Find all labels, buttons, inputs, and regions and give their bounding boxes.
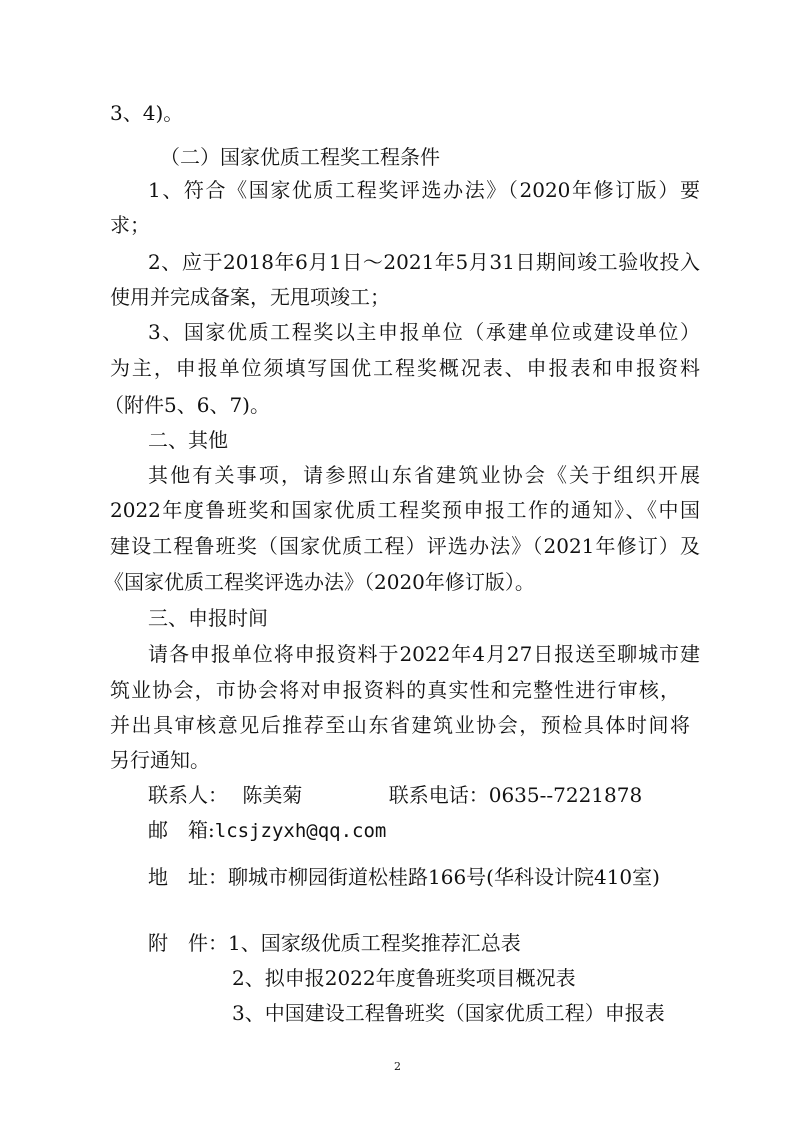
paragraph-line: 1、符合《国家优质工程奖评选办法》（2020年修订版）要 [148,178,700,202]
contact-line [148,782,700,808]
attachment-item: 3、中国建设工程鲁班奖（国家优质工程）申报表 [232,1001,665,1025]
contact-phone-label: 联系电话： [388,783,489,807]
contact-phone: 0635--7221878 [488,783,643,807]
paragraph-line: 3、国家优质工程奖以主申报单位（承建单位或建设单位） [148,320,700,344]
email-label: 邮 箱: [148,818,215,842]
paragraph-line: 请各申报单位将申报资料于2022年4月27日报送至聊城市建 [148,642,700,666]
paragraph-line: 求； [110,213,150,237]
section-heading: 二、其他 [148,428,228,452]
address: 聊城市柳园街道松桂路166号(华科设计院410室) [228,865,660,889]
address-label: 地 址： [148,865,228,889]
paragraph-line: 其他有关事项，请参照山东省建筑业协会《关于组织开展 [148,463,700,487]
paragraph-line: 另行通知。 [110,748,210,772]
attachment-item: 1、国家级优质工程奖推荐汇总表 [228,931,521,955]
paragraph-line: 建设工程鲁班奖（国家优质工程）评选办法》（2021年修订）及 [110,534,700,558]
section-heading: 三、申报时间 [148,606,268,630]
attachment-item: 2、拟申报2022年度鲁班奖项目概况表 [232,966,576,990]
paragraph-line: 为主，申报单位须填写国优工程奖概况表、申报表和申报资料 [110,356,700,380]
paragraph-line: 2、应于2018年6月1日～2021年5月31日期间竣工验收投入 [148,250,700,274]
page-number: 2 [394,1060,401,1073]
paragraph-line: 2022年度鲁班奖和国家优质工程奖预申报工作的通知》、《中国 [110,498,700,522]
paragraph-line: 使用并完成备案，无甩项竣工； [110,285,390,309]
paragraph-line: 《国家优质工程奖评选办法》（2020年修订版）。 [104,570,535,594]
address-line [148,864,700,890]
paragraph-line: 筑业协会，市协会将对申报资料的真实性和完整性进行审核， [110,678,680,702]
paragraph-line: （附件5、6、7)。 [104,393,270,417]
contact-person: 陈美菊 [242,783,303,807]
attachments-line [148,930,700,956]
email-line [148,817,700,844]
attachments-label: 附 件： [148,931,228,955]
section-heading: （二）国家优质工程奖工程条件 [160,145,440,169]
contact-person-label: 联系人： [148,783,228,807]
paragraph-line: 并出具审核意见后推荐至山东省建筑业协会，预检具体时间将 [110,713,690,737]
paragraph-line: 3、4)。 [110,101,184,125]
email-address: lcsjzyxh@qq.com [214,820,387,842]
